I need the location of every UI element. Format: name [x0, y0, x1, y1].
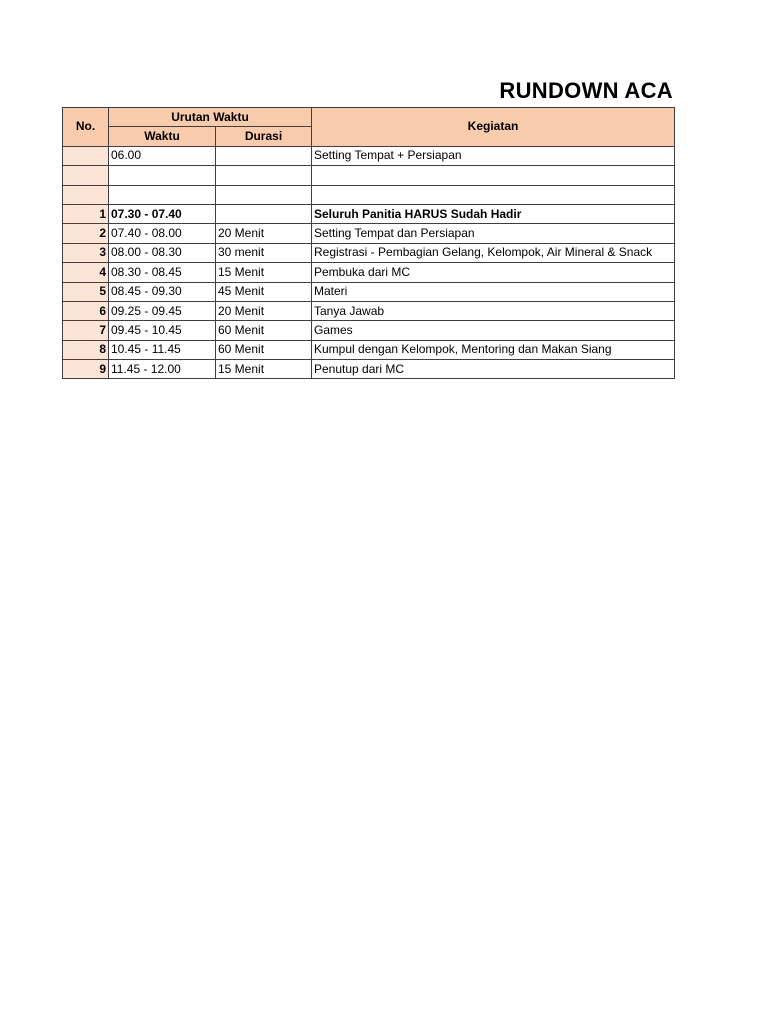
table-row — [63, 204, 675, 223]
cell-durasi — [216, 204, 312, 223]
cell-waktu: 11.45 - 12.00 — [109, 360, 216, 379]
table-body — [63, 146, 675, 379]
cell-waktu: 06.00 — [109, 146, 216, 165]
cell-kegiatan: Tanya Jawab — [312, 301, 675, 320]
table-header — [63, 108, 675, 147]
cell-no — [63, 166, 109, 185]
cell-waktu: 07.30 - 07.40 — [109, 204, 216, 223]
table-row — [63, 185, 675, 204]
cell-no: 3 — [63, 243, 109, 262]
cell-durasi: 15 Menit — [216, 263, 312, 282]
cell-durasi: 30 menit — [216, 243, 312, 262]
cell-durasi: 15 Menit — [216, 360, 312, 379]
cell-kegiatan: Penutup dari MC — [312, 360, 675, 379]
cell-waktu: 07.40 - 08.00 — [109, 224, 216, 243]
cell-kegiatan: Games — [312, 321, 675, 340]
cell-durasi: 60 Menit — [216, 340, 312, 359]
document-title: RUNDOWN ACA — [499, 78, 673, 103]
cell-kegiatan — [312, 166, 675, 185]
cell-no: 6 — [63, 301, 109, 320]
table-row — [63, 340, 675, 359]
cell-kegiatan: Kumpul dengan Kelompok, Mentoring dan Makan Siang — [312, 340, 675, 359]
cell-durasi: 45 Menit — [216, 282, 312, 301]
cell-no: 7 — [63, 321, 109, 340]
cell-no: 4 — [63, 263, 109, 282]
cell-durasi — [216, 185, 312, 204]
table-row — [63, 301, 675, 320]
cell-kegiatan: Setting Tempat + Persiapan — [312, 146, 675, 165]
table-row — [63, 224, 675, 243]
cell-no: 8 — [63, 340, 109, 359]
table-row — [63, 360, 675, 379]
table-row — [63, 166, 675, 185]
cell-no: 2 — [63, 224, 109, 243]
cell-waktu: 09.45 - 10.45 — [109, 321, 216, 340]
cell-kegiatan: Seluruh Panitia HARUS Sudah Hadir — [312, 204, 675, 223]
header-waktu: Waktu — [109, 127, 216, 146]
table-row — [63, 282, 675, 301]
cell-waktu: 08.45 - 09.30 — [109, 282, 216, 301]
cell-durasi: 20 Menit — [216, 224, 312, 243]
table-row — [63, 243, 675, 262]
rundown-table — [62, 107, 675, 379]
cell-no: 5 — [63, 282, 109, 301]
cell-waktu: 08.00 - 08.30 — [109, 243, 216, 262]
cell-waktu: 10.45 - 11.45 — [109, 340, 216, 359]
table-row — [63, 146, 675, 165]
cell-kegiatan — [312, 185, 675, 204]
cell-no: 9 — [63, 360, 109, 379]
cell-kegiatan: Materi — [312, 282, 675, 301]
cell-waktu — [109, 185, 216, 204]
cell-kegiatan: Registrasi - Pembagian Gelang, Kelompok, Air Mineral & Snack — [312, 243, 675, 262]
cell-waktu — [109, 166, 216, 185]
table-row — [63, 321, 675, 340]
cell-durasi — [216, 166, 312, 185]
cell-kegiatan: Pembuka dari MC — [312, 263, 675, 282]
header-no: No. — [63, 108, 109, 147]
header-urutan-waktu: Urutan Waktu — [109, 108, 312, 127]
cell-waktu: 09.25 - 09.45 — [109, 301, 216, 320]
cell-waktu: 08.30 - 08.45 — [109, 263, 216, 282]
table-row — [63, 263, 675, 282]
header-durasi: Durasi — [216, 127, 312, 146]
cell-durasi — [216, 146, 312, 165]
cell-no — [63, 185, 109, 204]
cell-durasi: 60 Menit — [216, 321, 312, 340]
cell-kegiatan: Setting Tempat dan Persiapan — [312, 224, 675, 243]
cell-no — [63, 146, 109, 165]
cell-durasi: 20 Menit — [216, 301, 312, 320]
cell-no: 1 — [63, 204, 109, 223]
header-kegiatan: Kegiatan — [312, 108, 675, 147]
